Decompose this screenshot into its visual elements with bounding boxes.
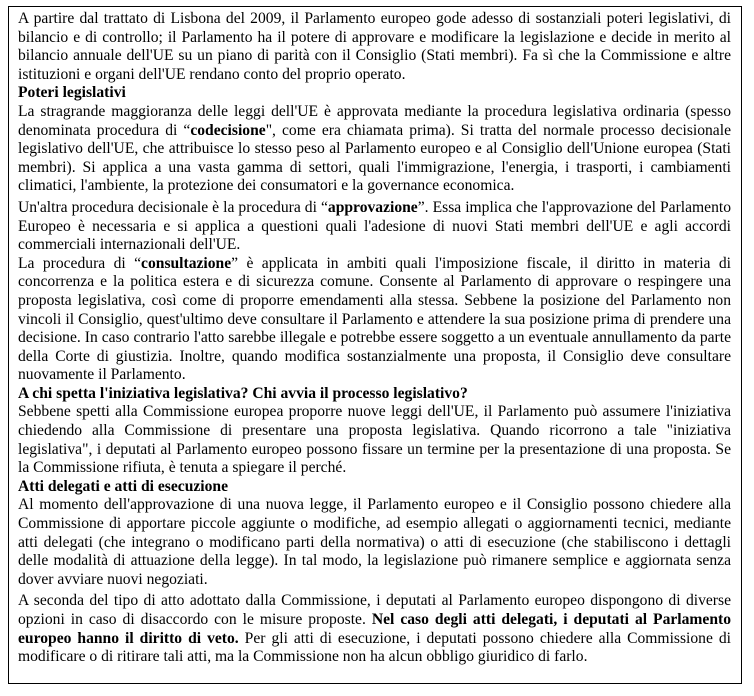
section-heading-legislative-initiative: A chi spetta l'iniziativa legislativa? Chi avvia il processo legislativo? [18,384,468,402]
paragraph-delegated-acts: Al momento dell'approvazione di una nuova legge, il Parlamento europeo e il Consiglio possono chiedere alla Commissione di apportare piccole aggiunte o modifiche, ad esempio allegati o aggiornamenti tecnici, mediante atti delegati (che integrano o modificano parti della normativa) o atti di esecuzione (che stabiliscono i dettagli delle modalità di attuazione della legge). In tal modo, la legislazione può rimanere semplice e aggiornata senza dover avviare nuovi negoziati. [18,496,731,588]
term-approval: approvazione [327,198,418,216]
paragraph-approval [18,199,731,255]
term-consultation: consultazione [141,254,232,272]
section-heading-delegated-acts: Atti delegati e atti di esecuzione [18,477,229,495]
text-span: La stragrande maggioranza delle leggi dell'UE è approvata mediante la procedura legislativa ordinaria (spesso denominata procedura di “ [18,102,731,139]
paragraph-consultation [18,255,731,385]
paragraph-codecision [18,103,731,196]
text-span: ” è applicata in ambiti quali l'imposizione fiscale, il diritto in materia di concorrenza e la politica estera e di sicurezza comune. Consente al Parlamento di approvare o respingere una proposta legislativa, così come di proporre emendamenti alla stessa. Sebbene la posizione del Parlamento non vincoli il Consiglio, quest'ultimo deve consultare il Parlamento e attendere la sua posizione prima di prendere una decisione. In caso contrario l'atto sarebbe illegale e potrebbe essere soggetto a un eventuale annullamento da parte della Corte di giustizia. Inoltre, quando modifica sostanzialmente una proposta, il Consiglio deve consultare nuovamente il Parlamento. [18,254,731,384]
document-text-box [8,6,742,684]
text-span: A seconda del tipo di atto adottato dalla Commissione, i deputati al Parlamento europeo dispongono di diverse opzioni in caso di disaccordo con le misure proposte. [18,592,731,628]
section-heading-legislative-powers: Poteri legislativi [18,84,126,102]
paragraph-veto [18,592,731,666]
intro-paragraph: A partire dal trattato di Lisbona del 2009, il Parlamento europeo gode adesso di sostanziali poteri legislativi, di bilancio e di controllo; il Parlamento ha il potere di approvare e modificare la legislazione e decide in merito al bilancio annuale dell'UE su un piano di parità con il Consiglio (Stati membri). Fa sì che la Commissione e altre istituzioni e organi dell'UE rendano conto del proprio operato. [18,10,731,83]
text-span: ”. Essa implica che l'approvazione del Parlamento Europeo è necessaria e si applica a questioni quali l'adesione di nuovi Stati membri dell'UE e agli accordi commerciali internazionali dell'UE. [18,198,731,254]
veto-statement: Nel caso degli atti delegati, i deputati al Parlamento europeo hanno il diritto di veto. [18,611,731,647]
text-span: La procedura di “ [18,254,142,272]
text-span: ", come era chiamata prima). Si tratta del normale processo decisionale legislativo dell'UE, che attribuisce lo stesso peso al Parlamento europeo e al Consiglio dell'Unione europea (Stati membri). Si applica a una vasta gamma di settori, quali l'immigrazione, l'energia, i trasporti, i cambiamenti climatici, l'ambiente, la protezione dei consumatori e la governance economica. [18,121,731,195]
paragraph-initiative: Sebbene spetti alla Commissione europea proporre nuove leggi dell'UE, il Parlamento può assumere l'iniziativa chiedendo alla Commissione di presentare una proposta legislativa. Quando ricorrono a tale "iniziativa legislativa", i deputati al Parlamento europeo possono fissare un termine per la presentazione di una proposta. Se la Commissione rifiuta, è tenuta a spiegare il perché. [18,403,731,477]
text-span: Per gli atti di esecuzione, i deputati possono chiedere alla Commissione di modificare o di ritirare tali atti, ma la Commissione non ha alcun obbligo giuridico di farlo. [18,629,731,666]
text-span: Un'altra procedura decisionale è la procedura di “ [18,198,328,216]
term-codecision: codecisione [190,121,266,139]
